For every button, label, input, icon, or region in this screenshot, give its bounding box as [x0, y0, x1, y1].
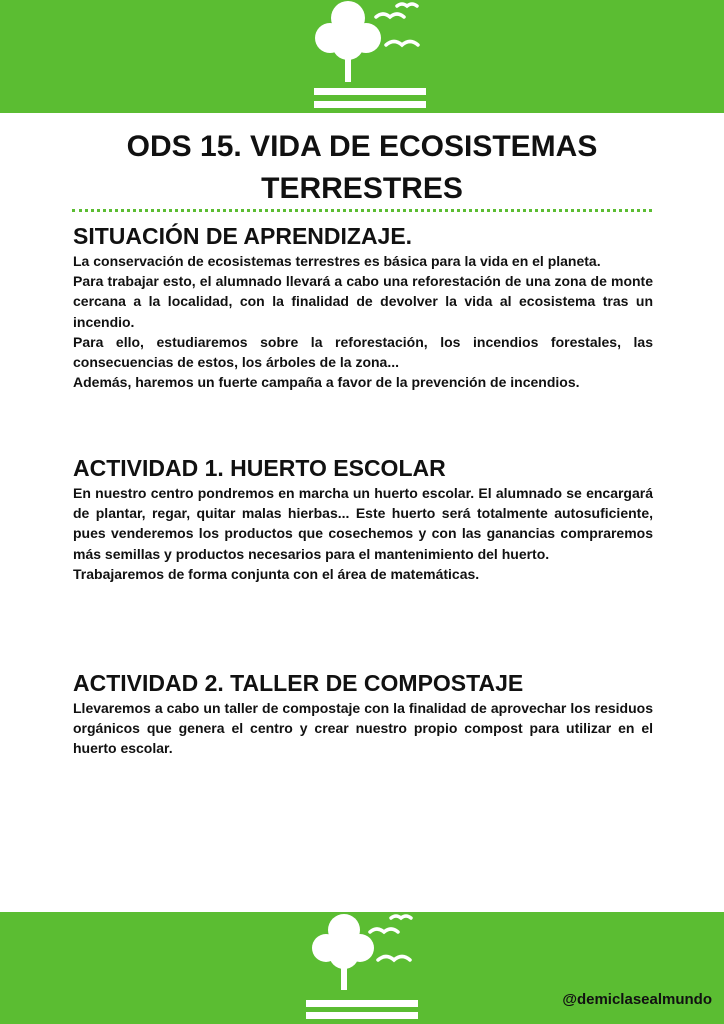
- section-actividad-1: [73, 453, 653, 584]
- paragraph: Para trabajar esto, el alumnado llevará a cabo una reforestación de una zona de monte cercana a la localidad, con la finalidad de devolver la vida al ecosistema tras un incendio.: [73, 273, 653, 330]
- paragraph: Además, haremos un fuerte campaña a favor de la prevención de incendios.: [73, 374, 580, 391]
- paragraph: Para ello, estudiaremos sobre la reforestación, los incendios forestales, las consecuencias de estos, los árboles de la zona...: [73, 333, 653, 371]
- paragraph: Llevaremos a cabo un taller de compostaje con la finalidad de aprovechar los residuos orgánicos que genera el centro y crear nuestro propio compost para utilizar en el huerto escolar.: [73, 700, 653, 757]
- paragraph: En nuestro centro pondremos en marcha un huerto escolar. El alumnado se encargará de plantar, regar, quitar malas hierbas... Este huerto será totalmente autosuficiente, pues venderemos los productos que cosechemos y con las ganancias compraremos más semillas y productos necesarios para el mantenimiento del huerto.: [73, 485, 653, 562]
- section-situacion-aprendizaje: [73, 221, 653, 392]
- section-actividad-2: [73, 668, 653, 759]
- dotted-divider: [72, 209, 652, 212]
- section-heading: ACTIVIDAD 2. TALLER DE COMPOSTAJE: [73, 670, 524, 696]
- tree-birds-icon: [300, 0, 440, 112]
- section-heading: SITUACIÓN DE APRENDIZAJE.: [73, 223, 413, 249]
- page-title: ODS 15. VIDA DE ECOSISTEMAS TERRESTRES: [126, 130, 598, 205]
- social-handle: @demiclasealmundo: [562, 991, 712, 1008]
- paragraph: Trabajaremos de forma conjunta con el área de matemáticas.: [73, 565, 480, 582]
- section-heading: ACTIVIDAD 1. HUERTO ESCOLAR: [73, 455, 446, 481]
- tree-birds-icon: [296, 908, 436, 1020]
- paragraph: La conservación de ecosistemas terrestres es básica para la vida en el planeta.: [73, 253, 601, 269]
